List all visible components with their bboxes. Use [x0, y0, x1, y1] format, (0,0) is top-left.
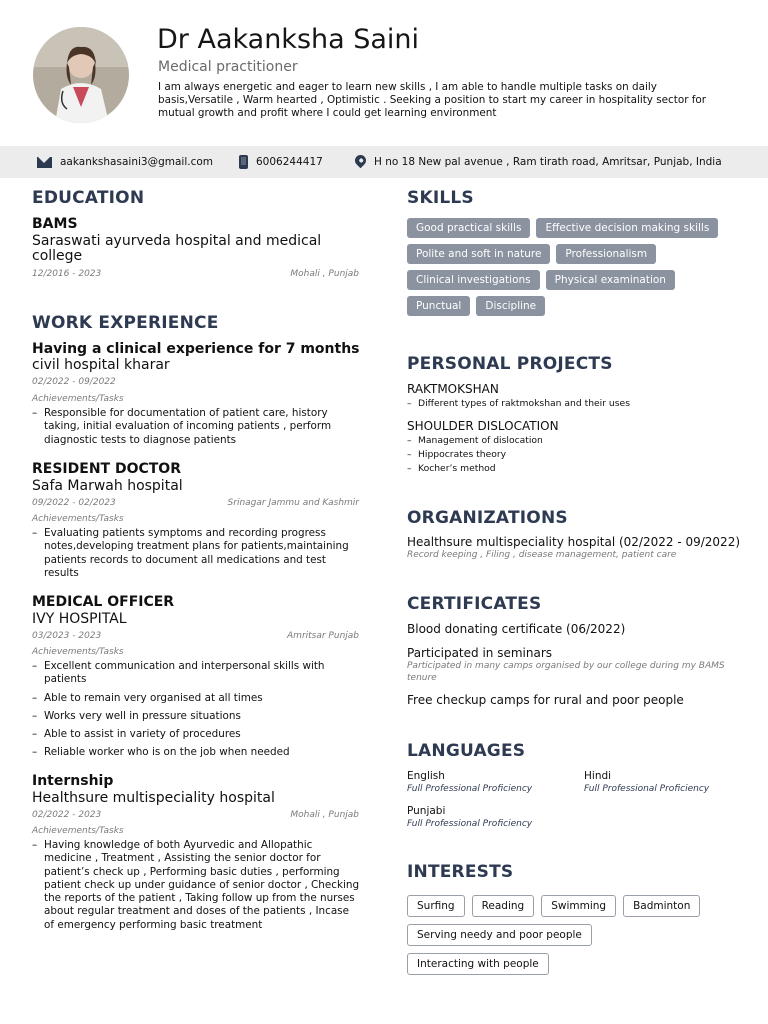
- section-title-education: EDUCATION: [32, 188, 145, 208]
- achievements-label: Achievements/Tasks: [32, 514, 124, 524]
- work-meta: [32, 631, 359, 641]
- organization-description: Record keeping , Filing , disease management, patient care: [407, 550, 677, 560]
- work-dates: 03/2023 - 2023: [32, 631, 102, 641]
- work-location: Amritsar Punjab: [287, 631, 359, 641]
- address-text: H no 18 New pal avenue , Ram tirath road, Amritsar, Punjab, India: [374, 156, 722, 168]
- achievements-label: Achievements/Tasks: [32, 394, 124, 404]
- interest-tag: Badminton: [623, 895, 700, 917]
- project-title: RAKTMOKSHAN: [407, 382, 499, 396]
- email-text[interactable]: aakankshasaini3@gmail.com: [60, 156, 213, 168]
- project-items: [407, 397, 630, 411]
- skill-tag: Effective decision making skills: [536, 218, 718, 238]
- work-org: IVY HOSPITAL: [32, 611, 127, 627]
- skill-tag: Discipline: [476, 296, 545, 316]
- work-title: Having a clinical experience for 7 months: [32, 341, 360, 357]
- interest-tag: Surfing: [407, 895, 465, 917]
- skill-tag: Physical examination: [546, 270, 675, 290]
- resume-header: [0, 0, 768, 146]
- list-item: – Different types of raktmokshan and their uses: [407, 397, 630, 411]
- certificate-description: Participated in many camps organised by our college during my BAMS tenure: [407, 661, 725, 683]
- language-name: Hindi: [584, 770, 612, 782]
- skill-tag: Professionalism: [556, 244, 656, 264]
- section-title-certificates: CERTIFICATES: [407, 594, 542, 614]
- work-org: Healthsure multispeciality hospital: [32, 790, 275, 806]
- language-level: Full Professional Proficiency: [407, 784, 533, 794]
- interests-list: [407, 895, 737, 975]
- work-title: RESIDENT DOCTOR: [32, 461, 181, 477]
- project-items: [407, 434, 543, 477]
- section-title-interests: INTERESTS: [407, 862, 514, 882]
- skills-list: [407, 218, 737, 316]
- candidate-role: Medical practitioner: [158, 59, 298, 75]
- work-location: Mohali , Punjab: [290, 810, 359, 820]
- work-meta: [32, 810, 359, 820]
- work-bullets: [32, 839, 362, 932]
- work-title: Internship: [32, 773, 114, 789]
- skill-tag: Polite and soft in nature: [407, 244, 550, 264]
- mail-icon: [37, 157, 52, 168]
- phone-text[interactable]: 6006244417: [256, 156, 323, 168]
- achievements-label: Achievements/Tasks: [32, 826, 124, 836]
- profile-photo: [33, 27, 107, 123]
- project-title: SHOULDER DISLOCATION: [407, 419, 559, 433]
- interest-tag: Serving needy and poor people: [407, 924, 592, 946]
- contact-phone[interactable]: [239, 146, 323, 178]
- skill-tag: Good practical skills: [407, 218, 530, 238]
- work-dates: 09/2022 - 02/2023: [32, 498, 116, 508]
- language-name: English: [407, 770, 445, 782]
- skill-tag: Punctual: [407, 296, 470, 316]
- certificate-name: Free checkup camps for rural and poor people: [407, 693, 684, 707]
- skill-tag: Clinical investigations: [407, 270, 540, 290]
- list-item: – Hippocrates theory: [407, 448, 543, 462]
- education-location: Mohali , Punjab: [290, 269, 359, 279]
- list-item: – Having knowledge of both Ayurvedic and Allopathic medicine , Treatment , Assisting the senior doctor for patient’s check up , Performing basic duties , performing patient check up under guidance of senior doctor , Checking the reports of the patient , Taking follow up from the nurses about regular treatment and doses of the patients , Incase of emergency performing basic treatment: [32, 839, 362, 932]
- list-item: – Able to assist in variety of procedures: [32, 728, 362, 741]
- candidate-name: Dr Aakanksha Saini: [157, 24, 420, 55]
- interest-tag: Interacting with people: [407, 953, 549, 975]
- work-meta: [32, 498, 359, 508]
- education-dates: 12/2016 - 2023: [32, 269, 102, 279]
- interest-tag: Swimming: [541, 895, 616, 917]
- certificate-name: Participated in seminars: [407, 646, 553, 660]
- work-title: MEDICAL OFFICER: [32, 594, 175, 610]
- education-meta: [32, 269, 359, 279]
- location-pin-icon: [353, 153, 369, 169]
- section-title-work: WORK EXPERIENCE: [32, 313, 219, 333]
- work-meta: [32, 377, 359, 387]
- language-name: Punjabi: [407, 805, 446, 817]
- section-title-skills: SKILLS: [407, 188, 474, 208]
- contact-address: [355, 146, 722, 178]
- list-item: – Kocher’s method: [407, 462, 543, 476]
- work-bullets: [32, 660, 362, 765]
- contact-email[interactable]: [37, 146, 213, 178]
- work-dates: 02/2022 - 09/2022: [32, 377, 116, 387]
- list-item: – Reliable worker who is on the job when needed: [32, 746, 362, 759]
- section-title-languages: LANGUAGES: [407, 741, 526, 761]
- work-location: Srinagar Jammu and Kashmir: [227, 498, 359, 508]
- work-org: Safa Marwah hospital: [32, 478, 183, 494]
- organization-name: Healthsure multispeciality hospital (02/2022 - 09/2022): [407, 535, 741, 549]
- education-degree: BAMS: [32, 216, 78, 232]
- section-title-projects: PERSONAL PROJECTS: [407, 354, 613, 374]
- education-institution: Saraswati ayurveda hospital and medical college: [32, 233, 322, 264]
- language-level: Full Professional Proficiency: [407, 819, 533, 829]
- profile-summary: I am always energetic and eager to learn new skills , I am able to handle multiple tasks on daily basis,Versatile , Warm hearted , Optimistic . Seeking a position to start my career in hospitality sector for mutual growth and profit where I could get learning environment: [158, 81, 707, 120]
- work-bullets: [32, 407, 362, 447]
- contact-bar: [0, 146, 768, 178]
- list-item: – Evaluating patients symptoms and recording progress notes,developing treatment plans for patients,maintaining patients records to document all medications and test results: [32, 527, 362, 580]
- profile-photo-image: [33, 27, 129, 123]
- language-level: Full Professional Proficiency: [584, 784, 710, 794]
- list-item: – Management of dislocation: [407, 434, 543, 448]
- list-item: – Excellent communication and interpersonal skills with patients: [32, 660, 362, 687]
- interest-tag: Reading: [472, 895, 535, 917]
- section-title-organizations: ORGANIZATIONS: [407, 508, 568, 528]
- work-org: civil hospital kharar: [32, 357, 170, 373]
- work-dates: 02/2022 - 2023: [32, 810, 102, 820]
- phone-icon: [239, 155, 248, 169]
- list-item: – Responsible for documentation of patient care, history taking, initial evaluation of incoming patients , perform diagnostic tests to diagnose patients: [32, 407, 362, 447]
- list-item: – Works very well in pressure situations: [32, 710, 362, 723]
- certificate-name: Blood donating certificate (06/2022): [407, 622, 626, 636]
- work-bullets: [32, 527, 362, 580]
- achievements-label: Achievements/Tasks: [32, 647, 124, 657]
- list-item: – Able to remain very organised at all times: [32, 692, 362, 705]
